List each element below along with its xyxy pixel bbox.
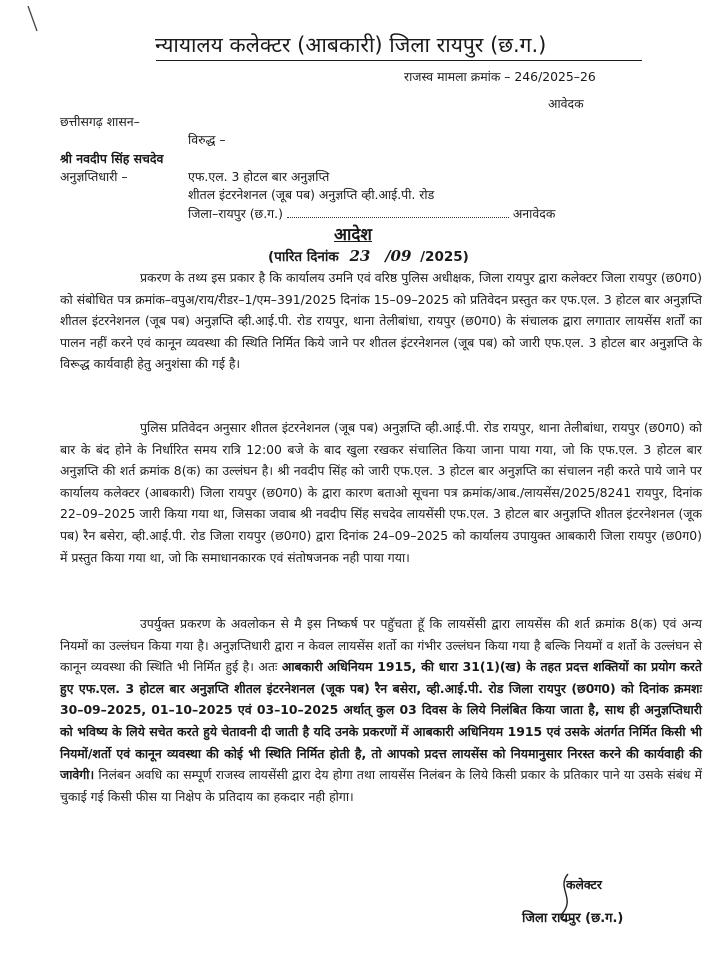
court-title: न्यायालय कलेक्टर (आबकारी) जिला रायपुर (छ.ग.): [155, 33, 547, 57]
paragraph-1: प्रकरण के तथ्य इस प्रकार है कि कार्यालय उमनि एवं वरिष्ठ पुलिस अधीक्षक, जिला रायपुर द्वारा कलेक्टर जिला रायपुर (छ0ग0) को संबोधित पत्र क्रमांक–वपुअ/राय/रीडर–1/एम–391/2025 दिनांक 15–09–2025 को प्रतिवेदन प्रस्तुत कर एफ.एल. 3 होटल बार अनुज्ञप्ति शीतल इंटरनेशनल (जूब पब) अनुज्ञप्ति व्ही.आई.पी. रोड रायपुर, थाना तेलीबांधा, रायपुर (छ0ग0) के संचालक द्वारा लगातार लायसेंस शर्तों का पालन नहीं करने एवं कानून व्यवस्था की स्थिति निर्मित किये जाने पर शीतल इंटरनेशनल (जूब पब) को जारी एफ.एल. 3 होटल बार अनुज्ञप्ति के विरूद्ध कार्यवाही हेतु अनुशंसा की गई है।: [60, 270, 702, 372]
paragraph-3-text: उपर्युक्त प्रकरण के अवलोकन से मै इस निष्कर्ष पर पहुॅचता हूॅ कि लायसेंसी द्वारा लायसेंस की शर्त क्रमांक 8(क) एवं अन्य नियमों का उल्लंघन किया गया है। अनुज्ञप्तिधारी द्वारा न केवल लायसेंस शर्तो का गंभीर उल्लंघन किया गया है बल्कि नियमों व शर्तो के उल्लंघन से कानून व्यवस्था की स्थिति भी निर्मित हुई है। अतः: [60, 616, 702, 675]
license-line-2: शीतल इंटरनेशनल (जूब पब) अनुज्ञप्ति व्ही.आई.पी. रोड: [188, 187, 435, 202]
licensee-label: अनुज्ञप्तिधारी –: [60, 169, 128, 184]
paragraph-3-tail: निलंबन अवधि का सम्पूर्ण राजस्व लायसेंसी द्वारा देय होगा तथा लायसेंस निलंबन के लिये किसी प्रकार के प्रतिकार पाने या उसके संबंध में चुकाई गई किसी फीस या निक्षेप के प्रतिदाय का हकदार नही होगा।: [60, 767, 702, 804]
order-heading: आदेश: [334, 225, 372, 245]
signatory-district: जिला रायपुर (छ.ग.): [522, 911, 624, 926]
respondent-name: श्री नवदीप सिंह सचदेव: [60, 151, 164, 166]
license-line-1: एफ.एल. 3 होटल बार अनुज्ञप्ति: [188, 169, 330, 184]
paragraph-3-order-text: आबकारी अधिनियम 1915, की धारा 31(1)(ख) के तहत प्रदत्त शक्तियों का प्रयोग करते हुए एफ.एल. 3 होटल बार अनुज्ञप्ति शीतल इंटरनेशनल (जूक पब) रैन बसेरा, व्ही.आई.पी. रोड जिला रायपुर (छ0ग0) को दिनांक क्रमशः 30–09–2025, 01–10–2025 एवं 03–10–2025 अर्थात् कुल 03 दिवस के लिये निलंबित किया जाता है, साथ ही अनुज्ञप्तिधारी को भविष्य के लिये सचेत करते हुये चेतावनी दी जाती है यदि उनके प्रकरणों में आबकारी अधिनियम 1915 एवं उसके अंतर्गत निर्मित किसी भी नियमों/शर्तो एवं कानून व्यवस्था की कोई भी स्थिति निर्मित होती है, तो आपको प्रदत्त लायसेंस को नियमानुसार निरस्त करने की कार्यवाही की जावेगी।: [60, 659, 702, 783]
order-date-line: [268, 245, 469, 268]
dotted-leader: [287, 206, 509, 218]
order-date-day: 23: [349, 247, 371, 265]
government-party: छत्तीसगढ़ शासन–: [60, 114, 140, 129]
paragraph-2: पुलिस प्रतिवेदन अनुसार शीतल इंटरनेशनल (जूब पब) अनुज्ञप्ति व्ही.आई.पी. रोड रायपुर, थाना तेलीबांधा, रायपुर (छ0ग0) को बार के बंद होने के निर्धारित समय रात्रि 12:00 बजे के बाद खुला रखकर संचालित किया जाना पाया गया, जो कि एफ.एल. 3 होटल बार अनुज्ञप्ति की शर्त क्रमांक 8(क) का उल्लंघन है। श्री नवदीप सिंह को जारी एफ.एल. 3 होटल बार अनुज्ञप्ति का संचालन नही करते पाये जाने पर कार्यालय कलेक्टर (आबकारी) जिला रायपुर (छ0ग0) के द्वारा कारण बताओ सूचना पत्र क्रमांक/आब./लायसेंस/2025/8241 रायपुर, दिनांक 22–09–2025 जारी किया गया था, जिसका जवाब श्री नवदीप सिंह सचदेव लायसेंसी एफ.एल. 3 होटल बार अनुज्ञप्ति शीतल इंटरनेशनल (जूक पब) रैन बसेरा, व्ही.आई.पी. रोड जिला रायपुर (छ0ग0) द्वारा दिनांक 24–09–2025 को कार्यालय उपायुक्त आबकारी जिला रायपुर (छ0ग0) में प्रस्तुत किया गया था, जो कि समाधानकारक एवं संतोषजनक नही पाया गया।: [60, 420, 702, 565]
order-date-year: /2025): [420, 249, 469, 265]
versus-label: विरुद्ध –: [188, 132, 226, 147]
license-line-3: जिला–रायपुर (छ.ग.): [188, 206, 283, 221]
corner-pen-mark: [26, 4, 40, 34]
title-underline: [156, 60, 642, 61]
non-applicant-label: अनावेदक: [512, 206, 556, 221]
applicant-label: आवेदक: [548, 96, 584, 111]
case-number: राजस्व मामला क्रमांक – 246/2025–26: [404, 69, 596, 84]
license-line-3-row: [188, 205, 555, 223]
paragraph-3: [60, 613, 702, 807]
order-date-month: /09: [385, 247, 412, 265]
order-date-prefix: (पारित दिनांक: [268, 249, 339, 265]
signatory-designation: कलेक्टर: [566, 877, 602, 892]
